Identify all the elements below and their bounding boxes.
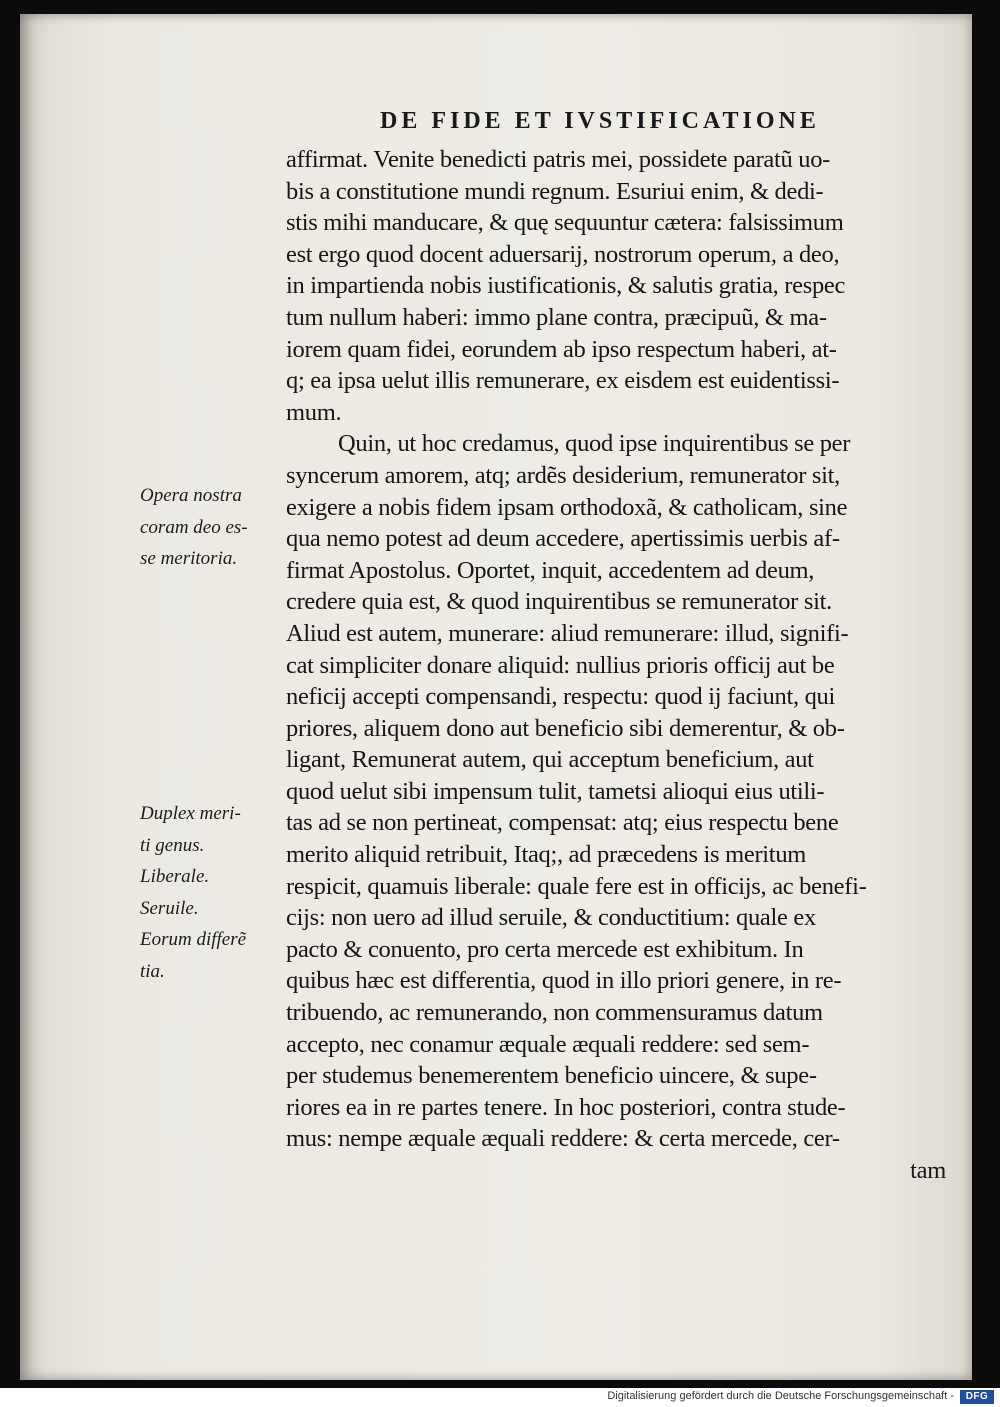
text-line: mus: nempe æquale æquali reddere: & certa mercede, cer- [286, 1125, 840, 1153]
body-text [286, 144, 946, 1187]
margin-note-line: Duplex meri- [140, 803, 241, 824]
text-line: ligant, Remunerat autem, qui acceptum beneficium, aut [286, 746, 814, 774]
text-line: tas ad se non pertineat, compensat: atq; eius respectu bene [286, 809, 839, 837]
text-line: accepto, nec conamur æquale æquali reddere: sed sem- [286, 1030, 810, 1058]
text-line: respicit, quamuis liberale: quale fere est in officijs, ac benefi- [286, 872, 867, 900]
text-line: qua nemo potest ad deum accedere, apertissimis uerbis af- [286, 525, 840, 553]
text-line: neficij accepti compensandi, respectu: quod ij faciunt, qui [286, 683, 836, 711]
text-line: merito aliquid retribuit, Itaq;, ad præcedens is meritum [286, 841, 807, 869]
dfg-logo: DFG [960, 1390, 994, 1404]
footer-credit: Digitalisierung gefördert durch die Deutsche Forschungsgemeinschaft - [607, 1390, 954, 1402]
text-line: mum. [286, 398, 342, 426]
text-line: pacto & conuento, pro certa mercede est exhibitum. In [286, 935, 804, 963]
text-line: iorem quam fidei, eorundem ab ipso respectum haberi, at- [286, 335, 837, 363]
catchword: tam [910, 1157, 946, 1184]
text-line: in impartienda nobis iustificationis, & salutis gratia, respec [286, 272, 846, 300]
margin-note-line: ti genus. [140, 834, 205, 856]
running-head: DE FIDE ET IVSTIFICATIONE [380, 108, 820, 134]
text-line: per studemus benemerentem beneficio uincere, & supe- [286, 1062, 817, 1090]
text-line: bis a constitutione mundi regnum. Esuriui enim, & dedi- [286, 177, 824, 205]
text-line: Aliud est autem, munerare: aliud remunerare: illud, signifi- [286, 619, 849, 647]
text-line: tribuendo, ac remunerando, non commensuramus datum [286, 999, 823, 1027]
text-line: riores ea in re partes tenere. In hoc posteriori, contra stude- [286, 1093, 846, 1121]
margin-note-line: Eorum differẽ [140, 929, 247, 951]
text-line: cijs: non uero ad illud seruile, & conductitium: quale ex [286, 904, 816, 932]
text-line: cat simpliciter donare aliquid: nullius prioris officij aut be [286, 651, 835, 679]
text-line: firmat Apostolus. Oportet, inquit, accedentem ad deum, [286, 556, 815, 584]
margin-note-line: coram deo es- [140, 516, 248, 538]
text-line: credere quia est, & quod inquirentibus se remunerator sit. [286, 588, 832, 616]
text-line: tum nullum haberi: immo plane contra, præcipuũ, & ma- [286, 303, 827, 331]
text-line: quibus hæc est differentia, quod in illo priori genere, in re- [286, 967, 842, 995]
margin-note-line: Liberale. [140, 866, 210, 888]
margin-note-line: tia. [140, 960, 165, 982]
margin-note-line: se meritoria. [140, 548, 238, 570]
text-line: exigere a nobis fidem ipsam orthodoxã, & catholicam, sine [286, 493, 848, 521]
footer-bar [0, 1388, 1000, 1407]
paragraph-start-line: Quin, ut hoc credamus, quod ipse inquirentibus se per [338, 430, 851, 458]
text-line: priores, aliquem dono aut beneficio sibi demerentur, & ob- [286, 714, 845, 742]
text-line: quod uelut sibi impensum tulit, tametsi alioqui eius utili- [286, 777, 825, 805]
text-line: syncerum amorem, atq; ardẽs desiderium, remunerator sit, [286, 461, 840, 489]
text-line: affirmat. Venite benedicti patris mei, possidete paratũ uo- [286, 146, 831, 173]
margin-note-opera [140, 480, 280, 575]
text-line: est ergo quod docent aduersarij, nostrorum operum, a deo, [286, 240, 840, 268]
text-line: stis mihi manducare, & quę sequuntur cætera: falsissimum [286, 209, 844, 237]
margin-note-line: Seruile. [140, 897, 199, 919]
margin-note-duplex [140, 798, 280, 988]
margin-note-line: Opera nostra [140, 485, 242, 506]
text-line: q; ea ipsa uelut illis remunerare, ex eisdem est euidentissi- [286, 367, 840, 395]
